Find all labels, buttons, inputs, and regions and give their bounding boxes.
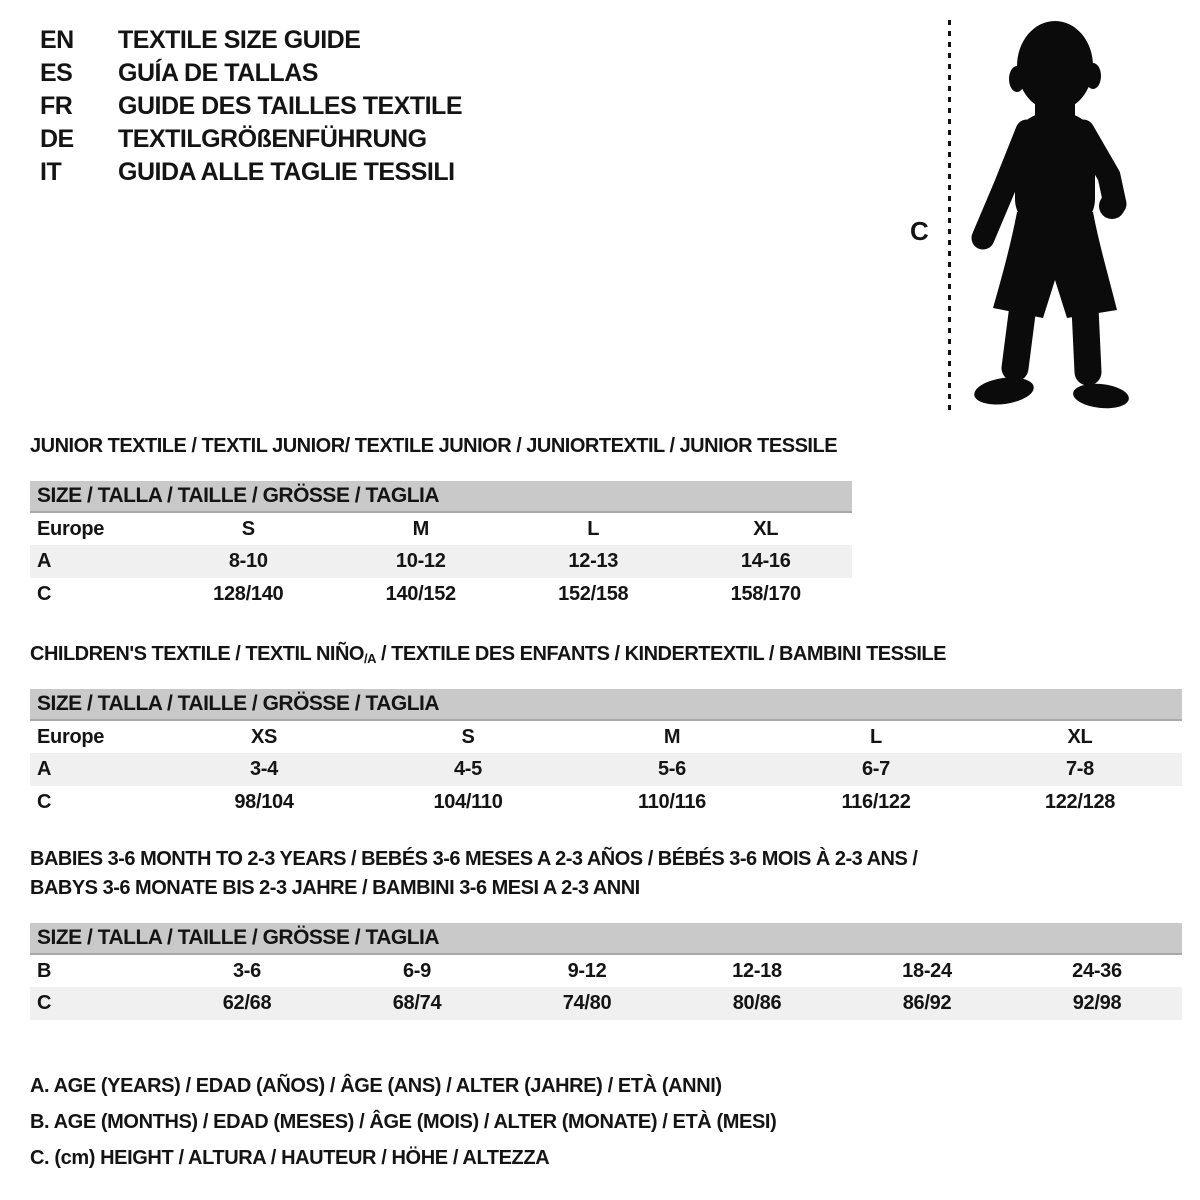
silhouette-ear-right	[1085, 63, 1101, 89]
table-cell: 12-18	[732, 959, 782, 982]
silhouette-ear-left	[1009, 66, 1025, 92]
children-section-title	[30, 643, 946, 666]
table-cell: 18-24	[902, 959, 952, 982]
babies-title-line2: BABYS 3-6 MONATE BIS 2-3 JAHRE / BAMBINI 3-6 MESI A 2-3 ANNI	[30, 877, 640, 899]
measurement-legend	[30, 1068, 776, 1176]
table-cell: 92/98	[1072, 992, 1122, 1014]
table-row	[30, 987, 1182, 1020]
children-size-table	[30, 689, 1182, 819]
row-label: C	[37, 583, 52, 605]
table-cell: 68/74	[392, 992, 442, 1014]
lang-code: FR	[40, 92, 73, 120]
table-cell: 152/158	[558, 583, 629, 605]
lang-row-es	[40, 57, 462, 90]
silhouette-hand-right	[1099, 193, 1125, 219]
legend-line-b: B. AGE (MONTHS) / EDAD (MESES) / ÂGE (MOIS) / ALTER (MONATE) / ETÀ (MESI)	[30, 1111, 777, 1133]
lang-code: ES	[40, 59, 73, 87]
size-col-header: XS	[250, 725, 278, 748]
lang-code: EN	[40, 26, 74, 54]
table-row	[30, 720, 1182, 753]
table-row	[30, 512, 852, 545]
language-list	[40, 24, 462, 189]
table-cell: 74/80	[562, 992, 612, 1014]
table-cell: 7-8	[1065, 758, 1094, 780]
lang-code: DE	[40, 125, 74, 153]
lang-code: IT	[40, 158, 62, 186]
junior-section-title: JUNIOR TEXTILE / TEXTIL JUNIOR/ TEXTILE JUNIOR / JUNIORTEXTIL / JUNIOR TESSILE	[30, 435, 838, 457]
table-cell: 122/128	[1044, 791, 1116, 813]
table-cell: 24-36	[1072, 959, 1122, 982]
table-cell: 3-6	[232, 959, 261, 982]
table-cell: 5-6	[657, 758, 686, 780]
table-row	[30, 545, 852, 578]
size-header-label: SIZE / TALLA / TAILLE / GRÖSSE / TAGLIA	[30, 481, 852, 512]
lang-row-en	[40, 24, 462, 57]
size-col-header: M	[412, 517, 429, 540]
table-cell: 9-12	[567, 959, 607, 982]
lang-row-it	[40, 156, 462, 189]
size-col-header: L	[587, 517, 600, 540]
legend-line-c: C. (cm) HEIGHT / ALTURA / HAUTEUR / HÖHE / ALTEZZA	[30, 1147, 550, 1169]
size-col-header: XL	[1067, 725, 1093, 748]
size-col-header: M	[663, 725, 681, 748]
size-header-bar	[30, 923, 1182, 954]
table-row	[30, 786, 1182, 819]
table-cell: 62/68	[222, 992, 272, 1014]
children-title-subscript: /A	[363, 651, 376, 666]
lang-label: GUÍA DE TALLAS	[118, 59, 318, 87]
silhouette-foot-right	[1072, 381, 1130, 411]
toddler-silhouette-image	[971, 16, 1137, 414]
row-label: Europe	[37, 517, 105, 540]
silhouette-leg-left	[1015, 306, 1023, 368]
lang-label: TEXTILE SIZE GUIDE	[118, 26, 361, 54]
silhouette-leg-right	[1085, 308, 1088, 372]
babies-section-title	[30, 845, 917, 903]
table-cell: 6-7	[861, 758, 890, 780]
lang-label: GUIDA ALLE TAGLIE TESSILI	[118, 158, 455, 186]
table-cell: 128/140	[213, 583, 284, 605]
children-title-post: / TEXTILE DES ENFANTS / KINDERTEXTIL / BAMBINI TESSILE	[375, 643, 946, 665]
row-label: A	[37, 758, 52, 780]
table-cell: 6-9	[402, 959, 431, 982]
table-cell: 86/92	[902, 992, 952, 1014]
table-cell: 3-4	[249, 758, 278, 780]
lang-row-de	[40, 123, 462, 156]
table-cell: 10-12	[395, 550, 446, 572]
table-row	[30, 954, 1182, 987]
toddler-silhouette-shapes	[972, 21, 1130, 411]
height-measure-dotted-line	[948, 20, 951, 414]
table-cell: 14-16	[740, 550, 791, 572]
silhouette-foot-left	[972, 374, 1035, 408]
table-row	[30, 578, 852, 611]
silhouette-head	[1017, 21, 1093, 111]
legend-line-a: A. AGE (YEARS) / EDAD (AÑOS) / ÂGE (ANS) / ALTER (JAHRE) / ETÀ (ANNI)	[30, 1075, 722, 1097]
size-col-header: XL	[753, 517, 779, 540]
lang-label: TEXTILGRÖßENFÜHRUNG	[118, 125, 427, 153]
lang-row-fr	[40, 90, 462, 123]
lang-label: GUIDE DES TAILLES TEXTILE	[118, 92, 463, 120]
table-cell: 8-10	[228, 550, 268, 572]
table-cell: 158/170	[730, 583, 801, 605]
junior-size-table	[30, 481, 852, 611]
row-label: B	[37, 959, 52, 982]
row-label: A	[37, 550, 52, 572]
size-header-bar	[30, 689, 1182, 720]
table-cell: 104/110	[433, 791, 503, 813]
table-cell: 4-5	[453, 758, 482, 780]
table-cell: 116/122	[841, 791, 911, 813]
height-marker-label: C	[910, 216, 929, 246]
table-cell: 140/152	[385, 583, 456, 605]
table-cell: 110/116	[638, 791, 706, 813]
table-row	[30, 753, 1182, 786]
table-cell: 98/104	[234, 791, 294, 813]
babies-title-line1: BABIES 3-6 MONTH TO 2-3 YEARS / BEBÉS 3-6 MESES A 2-3 AÑOS / BÉBÉS 3-6 MOIS À 2-3 ANS /	[30, 848, 918, 870]
size-header-label: SIZE / TALLA / TAILLE / GRÖSSE / TAGLIA	[30, 923, 1182, 954]
children-title-pre: CHILDREN'S TEXTILE / TEXTIL NIÑO	[30, 643, 364, 665]
row-label: Europe	[37, 725, 105, 748]
row-label: C	[37, 992, 52, 1014]
table-cell: 12-13	[568, 550, 619, 572]
table-cell: 80/86	[732, 992, 782, 1014]
size-header-label: SIZE / TALLA / TAILLE / GRÖSSE / TAGLIA	[30, 689, 1182, 720]
size-header-bar	[30, 481, 852, 512]
size-col-header: S	[461, 725, 475, 748]
size-col-header: L	[870, 725, 882, 748]
size-col-header: S	[241, 517, 255, 540]
row-label: C	[37, 791, 52, 813]
babies-size-table	[30, 923, 1182, 1020]
